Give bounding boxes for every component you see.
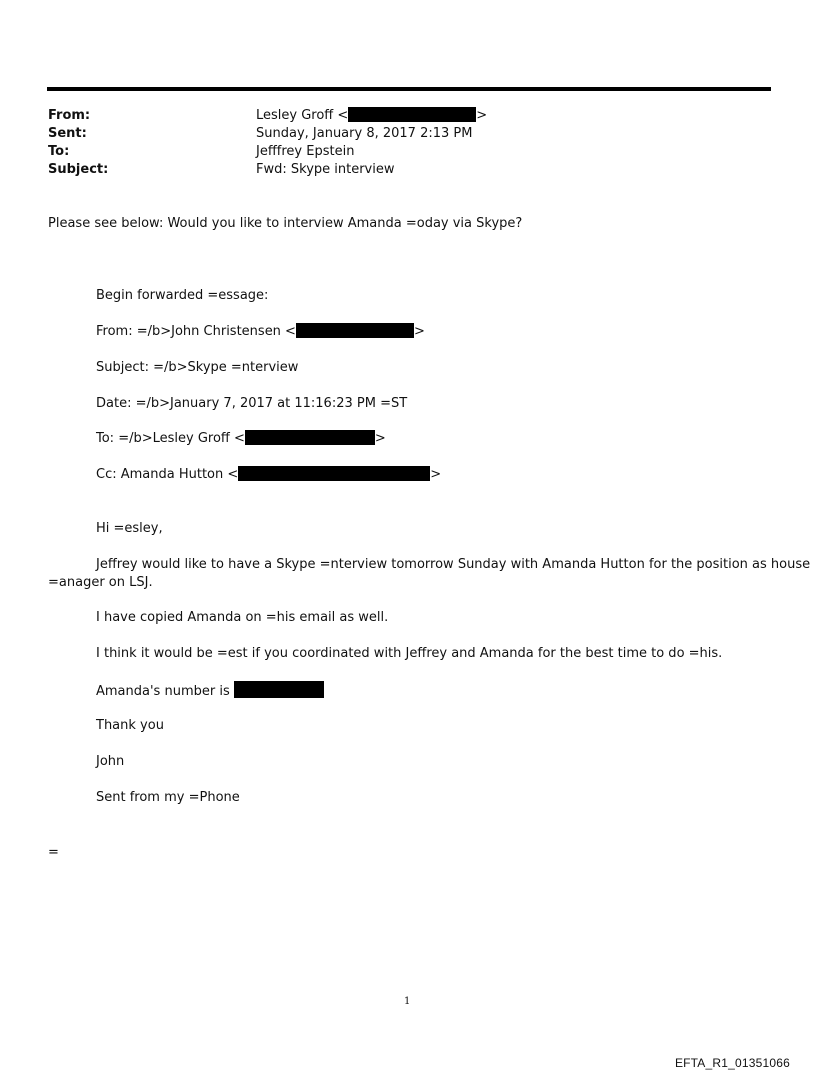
forward-subject: Subject: =/b>Skype =nterview: [96, 360, 299, 375]
from-close: >: [476, 108, 488, 123]
subject-value: Fwd: Skype interview: [256, 162, 395, 177]
paragraph-1-line-2: =anager on LSJ.: [48, 575, 153, 590]
forward-to-text: To: =/b>Lesley Groff <: [96, 431, 245, 446]
forward-to-close: >: [374, 431, 386, 446]
redaction-box: [348, 107, 476, 122]
forward-cc-text: Cc: Amanda Hutton <: [96, 467, 239, 482]
signature: John: [96, 754, 125, 769]
intro-text: Please see below: Would you like to interview Amanda =oday via Skype?: [48, 216, 523, 231]
forward-from-close: >: [413, 324, 425, 339]
subject-label: Subject:: [48, 162, 109, 177]
sent-from: Sent from my =Phone: [96, 790, 240, 805]
paragraph-3: I think it would be =est if you coordinated with Jeffrey and Amanda for the best time to do =his.: [96, 646, 723, 661]
to-value: Jefffrey Epstein: [256, 144, 355, 159]
forward-to: [96, 430, 386, 448]
forward-from: [96, 323, 425, 341]
redaction-box: [245, 430, 375, 445]
paragraph-2: I have copied Amanda on =his email as well.: [96, 610, 389, 625]
sent-label: Sent:: [48, 126, 87, 141]
phone-label: Amanda's number is: [96, 684, 234, 699]
phone-line: [96, 681, 324, 701]
sent-value: Sunday, January 8, 2017 2:13 PM: [256, 126, 473, 141]
forward-cc: [96, 466, 441, 484]
greeting: Hi =esley,: [96, 521, 163, 536]
from-label: From:: [48, 108, 91, 123]
forward-begin: Begin forwarded =essage:: [96, 288, 269, 303]
trailing-char: =: [48, 845, 59, 860]
document-id: EFTA_R1_01351066: [674, 1056, 790, 1070]
to-label: To:: [48, 144, 70, 159]
redaction-box: [238, 466, 430, 481]
forward-from-text: From: =/b>John Christensen <: [96, 324, 296, 339]
forward-cc-close: >: [430, 467, 442, 482]
from-value: [256, 107, 487, 125]
redaction-box: [234, 681, 324, 698]
forward-date: Date: =/b>January 7, 2017 at 11:16:23 PM =ST: [96, 396, 408, 411]
header-rule: [47, 87, 771, 91]
from-name: Lesley Groff <: [256, 108, 349, 123]
redaction-box: [296, 323, 414, 338]
thanks: Thank you: [96, 718, 164, 733]
page-number: 1: [404, 996, 411, 1007]
paragraph-1-line-1: Jeffrey would like to have a Skype =nterview tomorrow Sunday with Amanda Hutton for the position as house: [96, 557, 811, 572]
